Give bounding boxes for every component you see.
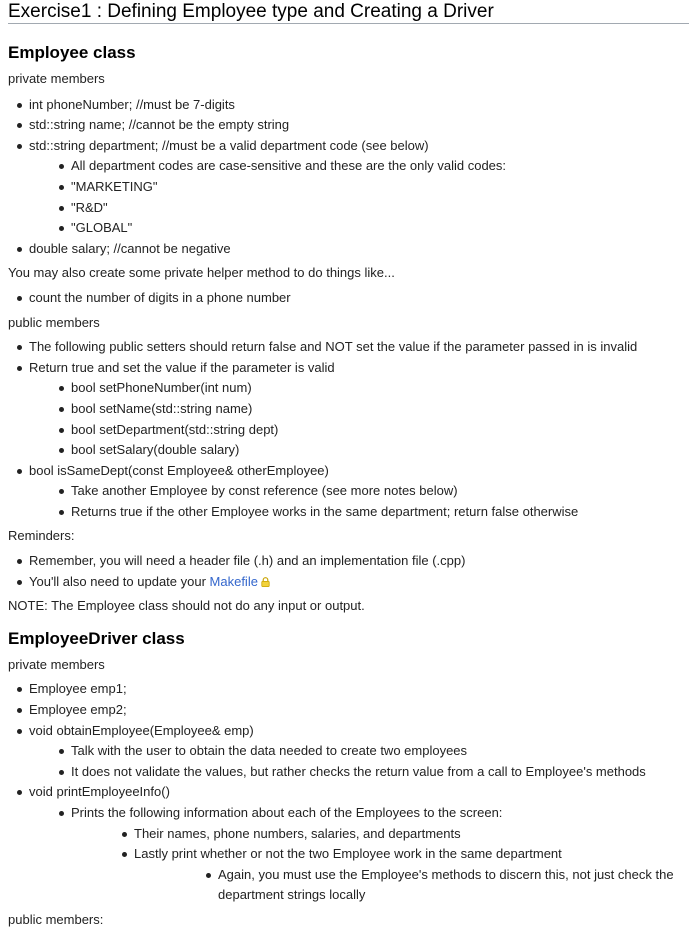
employee-note: NOTE: The Employee class should not do any input or output. xyxy=(8,598,365,614)
makefile-link[interactable]: Makefile xyxy=(209,573,258,589)
list-item: "GLOBAL" xyxy=(29,218,689,239)
list-item: void printEmployeeInfo() Prints the following information about each of the Employees to the screen: Their names, phone numbers, salaries, and departments Lastly print whether or not the two Employee work in the same department Again, you must use the Employee's methods to discern this, not just check the department strings locally xyxy=(8,782,689,906)
list-item: bool setName(std::string name) xyxy=(29,399,689,420)
employee-class-heading: Employee class xyxy=(8,43,136,62)
list-item: Returns true if the other Employee works in the same department; return false otherwise xyxy=(29,502,689,523)
again-list xyxy=(134,865,689,906)
list-item: void obtainEmployee(Employee& emp) Talk with the user to obtain the data needed to create two employees It does not validate the values, but rather checks the return value from a call to Employee's methods xyxy=(8,721,689,783)
list-item: You'll also need to update your Makefile xyxy=(8,572,689,593)
reminders-list xyxy=(8,551,689,592)
helper-list xyxy=(8,288,689,309)
employee-public-label: public members xyxy=(8,314,100,330)
employee-public-list xyxy=(8,337,689,522)
list-item: double salary; //cannot be negative xyxy=(8,239,689,260)
page-title: Exercise1 : Defining Employee type and Creating a Driver xyxy=(8,0,689,24)
helper-note: You may also create some private helper method to do things like... xyxy=(8,265,395,281)
driver-private-label: private members xyxy=(8,656,105,672)
list-item: Lastly print whether or not the two Employee work in the same department Again, you must use the Employee's methods to discern this, not just check the department strings locally xyxy=(71,844,689,906)
list-item: Prints the following information about each of the Employees to the screen: Their names, phone numbers, salaries, and departments Lastly print whether or not the two Employee work in the same department Again, you must use the Employee's methods to discern this, not just check the department strings locally xyxy=(29,803,689,906)
list-item: bool setDepartment(std::string dept) xyxy=(29,420,689,441)
driver-private-list xyxy=(8,679,689,906)
list-item: Take another Employee by const reference (see more notes below) xyxy=(29,481,689,502)
list-item: Talk with the user to obtain the data needed to create two employees xyxy=(29,741,689,762)
reminders-label: Reminders: xyxy=(8,528,75,544)
list-item: int phoneNumber; //must be 7-digits xyxy=(8,95,689,116)
list-item: Their names, phone numbers, salaries, and departments xyxy=(71,824,689,845)
department-codes-list xyxy=(29,156,689,238)
list-item: Again, you must use the Employee's methods to discern this, not just check the department strings locally xyxy=(134,865,689,906)
list-item: bool isSameDept(const Employee& otherEmployee) Take another Employee by const reference (see more notes below) Returns true if the other Employee works in the same department; return false otherwise xyxy=(8,461,689,523)
list-item: The following public setters should return false and NOT set the value if the parameter passed in is invalid xyxy=(8,337,689,358)
driver-class-heading: EmployeeDriver class xyxy=(8,628,185,648)
list-item: Employee emp1; xyxy=(8,679,689,700)
employee-private-label: private members xyxy=(8,71,105,86)
print-sub-list xyxy=(71,824,689,906)
setters-list xyxy=(29,378,689,460)
list-item: bool setPhoneNumber(int num) xyxy=(29,378,689,399)
list-item: std::string name; //cannot be the empty string xyxy=(8,115,689,136)
list-item: It does not validate the values, but rather checks the return value from a call to Employee's methods xyxy=(29,762,689,783)
employee-private-list xyxy=(8,95,689,260)
driver-public-label: public members: xyxy=(8,911,104,927)
list-item: Return true and set the value if the parameter is valid bool setPhoneNumber(int num) bool setName(std::string name) bool setDepartment(std::string dept) bool setSalary(double salary) xyxy=(8,358,689,461)
list-item: bool setSalary(double salary) xyxy=(29,440,689,461)
same-dept-list xyxy=(29,481,689,522)
obtain-list xyxy=(29,741,689,782)
list-item: "MARKETING" xyxy=(29,177,689,198)
list-item: "R&D" xyxy=(29,198,689,219)
list-item: All department codes are case-sensitive and these are the only valid codes: xyxy=(29,156,689,177)
list-item: Employee emp2; xyxy=(8,700,689,721)
list-item: std::string department; //must be a valid department code (see below) All department codes are case-sensitive and these are the only valid codes: "MARKETING" "R&D" "GLOBAL" xyxy=(8,136,689,239)
lock-icon xyxy=(261,573,270,583)
list-item: Remember, you will need a header file (.h) and an implementation file (.cpp) xyxy=(8,551,689,572)
print-list xyxy=(29,803,689,906)
list-item: count the number of digits in a phone number xyxy=(8,288,689,309)
